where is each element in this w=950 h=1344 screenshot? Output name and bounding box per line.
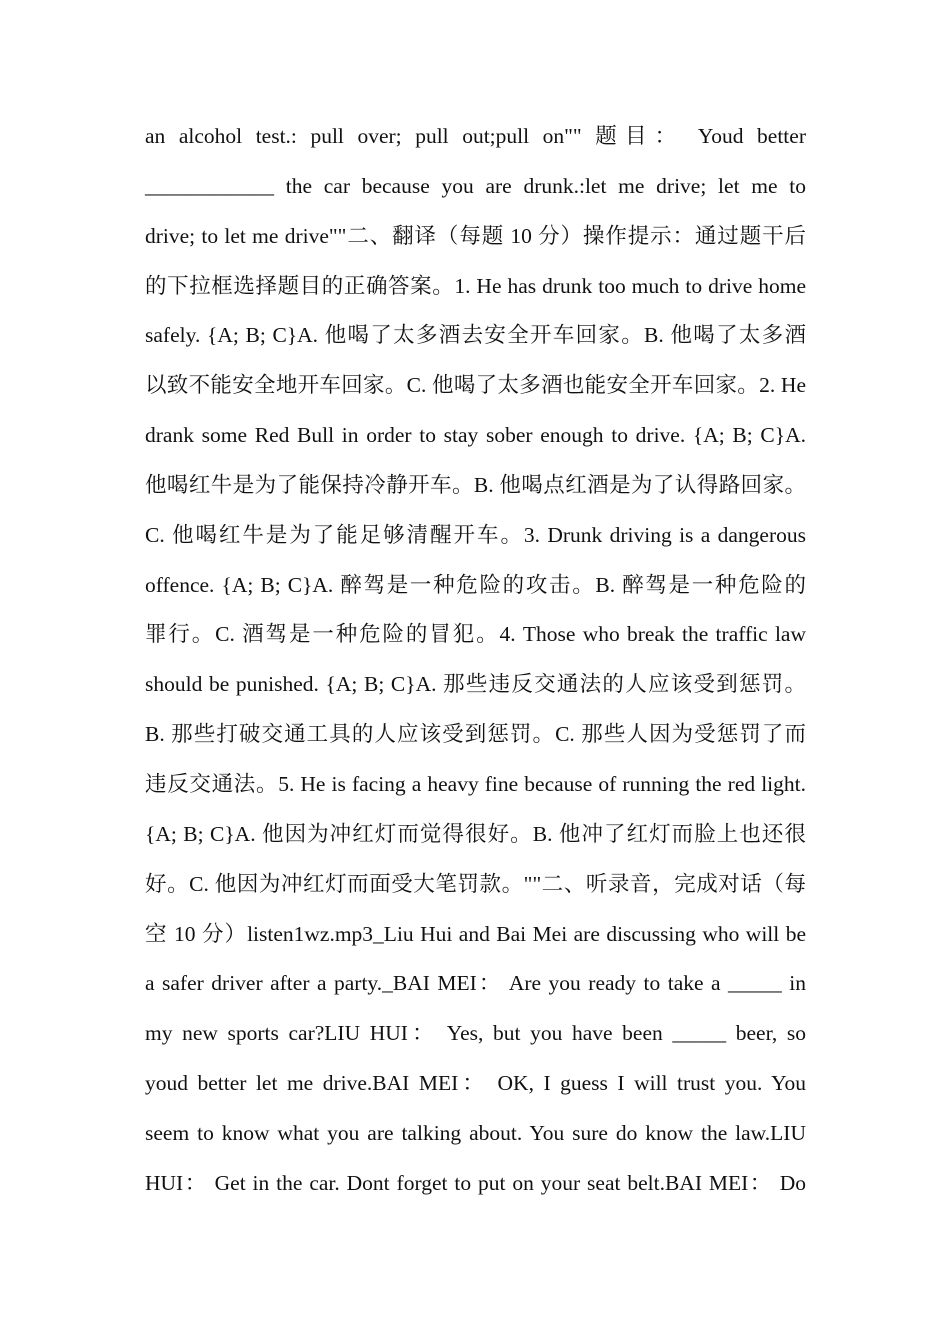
text-line-20: youd better let me drive.BAI MEI： OK, I guess I will trust you. You xyxy=(145,1071,806,1096)
text-line-15: {A; B; C}A. 他因为冲红灯而觉得很好。B. 他冲了红灯而脸上也还很 xyxy=(145,821,806,846)
text-line-6: 以致不能安全地开车回家。C. 他喝了太多酒也能安全开车回家。2. He xyxy=(145,373,806,398)
text-line-11: 罪行。C. 酒驾是一种危险的冒犯。4. Those who break the traffic law xyxy=(145,622,806,647)
text-line-3: drive; to let me drive""二、翻译（每题 10 分）操作提示：通过题干后 xyxy=(145,223,806,248)
text-line-12: should be punished. {A; B; C}A. 那些违反交通法的人应该受到惩罚。 xyxy=(145,672,806,697)
text-line-4: 的下拉框选择题目的正确答案。1. He has drunk too much to drive home xyxy=(145,273,806,298)
document-body xyxy=(145,112,806,1209)
text-line-18: a safer driver after a party._BAI MEI： Are you ready to take a _____ in xyxy=(145,971,806,996)
text-line-5: safely. {A; B; C}A. 他喝了太多酒去安全开车回家。B. 他喝了太多酒 xyxy=(145,323,806,348)
text-line-10: offence. {A; B; C}A. 醉驾是一种危险的攻击。B. 醉驾是一种危险的 xyxy=(145,572,806,597)
text-line-2: ____________ the car because you are drunk.:let me drive; let me to xyxy=(145,173,806,198)
text-line-1: an alcohol test.: pull over; pull out;pull on"" 题目： Youd better xyxy=(145,124,806,148)
text-line-14: 违反交通法。5. He is facing a heavy fine because of running the red light. xyxy=(145,771,806,796)
text-line-9: C. 他喝红牛是为了能足够清醒开车。3. Drunk driving is a dangerous xyxy=(145,522,806,547)
text-line-7: drank some Red Bull in order to stay sober enough to drive. {A; B; C}A. xyxy=(145,423,806,448)
text-line-22: HUI： Get in the car. Dont forget to put on your seat belt.BAI MEI： Do xyxy=(145,1170,806,1195)
text-line-17: 空 10 分）listen1wz.mp3_Liu Hui and Bai Mei are discussing who will be xyxy=(145,921,806,946)
text-line-13: B. 那些打破交通工具的人应该受到惩罚。C. 那些人因为受惩罚了而 xyxy=(145,722,806,747)
text-line-8: 他喝红牛是为了能保持冷静开车。B. 他喝点红酒是为了认得路回家。 xyxy=(145,472,806,497)
text-line-21: seem to know what you are talking about. You sure do know the law.LIU xyxy=(145,1120,806,1145)
text-line-19: my new sports car?LIU HUI： Yes, but you have been _____ beer, so xyxy=(145,1021,806,1046)
text-line-16: 好。C. 他因为冲红灯而面受大笔罚款。""二、听录音，完成对话（每 xyxy=(145,871,806,896)
